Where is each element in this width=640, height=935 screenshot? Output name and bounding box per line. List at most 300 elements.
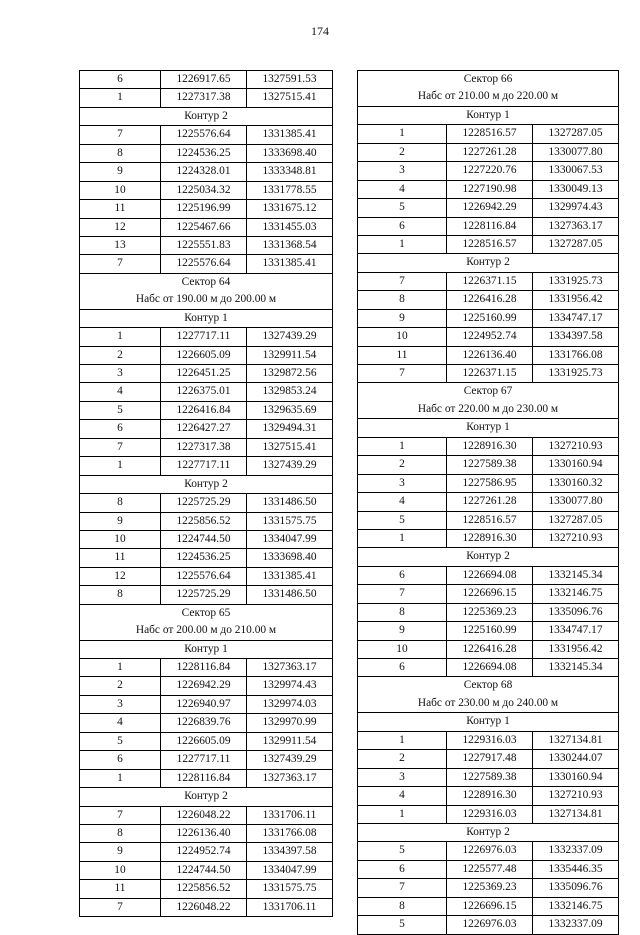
point-number-cell: 1 [80, 659, 161, 677]
point-number-cell: 6 [358, 659, 447, 677]
y-coordinate-cell: 1331385.41 [247, 567, 333, 585]
table-row [80, 843, 333, 861]
x-coordinate-cell: 1226694.08 [447, 566, 533, 584]
point-number-cell: 5 [80, 401, 161, 419]
x-coordinate-cell: 1227589.38 [447, 456, 533, 474]
x-coordinate-cell: 1228116.84 [161, 769, 247, 787]
point-number-cell: 3 [358, 768, 447, 786]
table-row [358, 916, 619, 934]
y-coordinate-cell: 1329494.31 [247, 420, 333, 438]
point-number-cell: 3 [358, 162, 447, 180]
y-coordinate-cell: 1331486.50 [247, 494, 333, 512]
y-coordinate-cell: 1334747.17 [533, 309, 619, 327]
table-row [358, 529, 619, 547]
x-coordinate-cell: 1227317.38 [161, 438, 247, 456]
x-coordinate-cell: 1226416.28 [447, 291, 533, 309]
x-coordinate-cell: 1224328.01 [161, 163, 247, 181]
x-coordinate-cell: 1226371.15 [447, 365, 533, 383]
y-coordinate-cell: 1332146.75 [533, 585, 619, 603]
y-coordinate-cell: 1334397.58 [247, 843, 333, 861]
table-row [358, 511, 619, 529]
x-coordinate-cell: 1224744.50 [161, 530, 247, 548]
table-row [80, 769, 333, 787]
point-number-cell: 5 [80, 732, 161, 750]
section-header: Контур 1 [358, 106, 619, 124]
x-coordinate-cell: 1227220.76 [447, 162, 533, 180]
y-coordinate-cell: 1329911.54 [247, 732, 333, 750]
y-coordinate-cell: 1327515.41 [247, 438, 333, 456]
table-row [80, 549, 333, 567]
y-coordinate-cell: 1327287.05 [533, 235, 619, 253]
point-number-cell: 7 [358, 365, 447, 383]
table-row [80, 494, 333, 512]
section-header: Набс от 190.00 м до 200.00 м [80, 291, 333, 309]
x-coordinate-cell: 1228116.84 [447, 217, 533, 235]
x-coordinate-cell: 1226917.65 [161, 71, 247, 89]
table-row [80, 880, 333, 898]
y-coordinate-cell: 1332145.34 [533, 659, 619, 677]
coordinates-table-right [357, 70, 619, 935]
table-row [358, 199, 619, 217]
table-row [358, 768, 619, 786]
point-number-cell: 5 [358, 199, 447, 217]
x-coordinate-cell: 1228916.30 [447, 437, 533, 455]
table-row [358, 731, 619, 749]
table-row [80, 512, 333, 530]
section-header: Контур 2 [80, 475, 333, 493]
section-header: Набс от 200.00 м до 210.00 м [80, 622, 333, 640]
y-coordinate-cell: 1327363.17 [247, 769, 333, 787]
x-coordinate-cell: 1226976.03 [447, 842, 533, 860]
point-number-cell: 7 [80, 126, 161, 144]
y-coordinate-cell: 1327591.53 [247, 71, 333, 89]
point-number-cell: 8 [358, 603, 447, 621]
point-number-cell: 6 [80, 420, 161, 438]
x-coordinate-cell: 1226696.15 [447, 897, 533, 915]
point-number-cell: 6 [358, 566, 447, 584]
x-coordinate-cell: 1226416.84 [161, 401, 247, 419]
point-number-cell: 12 [80, 218, 161, 236]
point-number-cell: 4 [358, 787, 447, 805]
x-coordinate-cell: 1226375.01 [161, 383, 247, 401]
table-row [80, 346, 333, 364]
point-number-cell: 11 [358, 346, 447, 364]
point-number-cell: 6 [80, 71, 161, 89]
x-coordinate-cell: 1228116.84 [161, 659, 247, 677]
point-number-cell: 1 [358, 731, 447, 749]
y-coordinate-cell: 1330160.32 [533, 474, 619, 492]
point-number-cell: 9 [358, 309, 447, 327]
x-coordinate-cell: 1226942.29 [447, 199, 533, 217]
y-coordinate-cell: 1329853.24 [247, 383, 333, 401]
y-coordinate-cell: 1327210.93 [533, 529, 619, 547]
x-coordinate-cell: 1225576.64 [161, 126, 247, 144]
x-coordinate-cell: 1225576.64 [161, 255, 247, 273]
table-row [80, 732, 333, 750]
x-coordinate-cell: 1226416.28 [447, 640, 533, 658]
y-coordinate-cell: 1331706.11 [247, 898, 333, 916]
coordinates-table-left [79, 70, 333, 917]
x-coordinate-cell: 1225160.99 [447, 622, 533, 640]
point-number-cell: 1 [358, 235, 447, 253]
x-coordinate-cell: 1225856.52 [161, 880, 247, 898]
point-number-cell: 1 [358, 805, 447, 823]
point-number-cell: 8 [358, 897, 447, 915]
table-row [80, 457, 333, 475]
y-coordinate-cell: 1331575.75 [247, 512, 333, 530]
y-coordinate-cell: 1332146.75 [533, 897, 619, 915]
section-header-row [80, 273, 333, 291]
table-row [358, 217, 619, 235]
y-coordinate-cell: 1334747.17 [533, 622, 619, 640]
point-number-cell: 4 [358, 493, 447, 511]
table-row [358, 235, 619, 253]
y-coordinate-cell: 1332337.09 [533, 916, 619, 934]
point-number-cell: 1 [358, 437, 447, 455]
section-header: Контур 1 [358, 419, 619, 437]
table-row [80, 898, 333, 916]
table-row [80, 181, 333, 199]
x-coordinate-cell: 1224744.50 [161, 861, 247, 879]
table-row [80, 695, 333, 713]
table-row [80, 401, 333, 419]
x-coordinate-cell: 1225725.29 [161, 586, 247, 604]
x-coordinate-cell: 1226940.97 [161, 695, 247, 713]
x-coordinate-cell: 1227717.11 [161, 457, 247, 475]
x-coordinate-cell: 1226371.15 [447, 272, 533, 290]
coordinates-table-right-body [358, 71, 619, 935]
table-row [358, 180, 619, 198]
y-coordinate-cell: 1327363.17 [533, 217, 619, 235]
y-coordinate-cell: 1330049.13 [533, 180, 619, 198]
x-coordinate-cell: 1226605.09 [161, 732, 247, 750]
table-row [80, 806, 333, 824]
x-coordinate-cell: 1225467.66 [161, 218, 247, 236]
section-header-row [358, 401, 619, 419]
point-number-cell: 2 [80, 346, 161, 364]
x-coordinate-cell: 1229316.03 [447, 805, 533, 823]
point-number-cell: 10 [358, 640, 447, 658]
table-row [358, 640, 619, 658]
coordinates-table-left-body [80, 71, 333, 917]
x-coordinate-cell: 1226976.03 [447, 916, 533, 934]
point-number-cell: 7 [80, 255, 161, 273]
x-coordinate-cell: 1226136.40 [447, 346, 533, 364]
y-coordinate-cell: 1335446.35 [533, 860, 619, 878]
table-row [358, 328, 619, 346]
y-coordinate-cell: 1331778.55 [247, 181, 333, 199]
table-row [80, 659, 333, 677]
x-coordinate-cell: 1227261.28 [447, 493, 533, 511]
table-row [358, 879, 619, 897]
y-coordinate-cell: 1335096.76 [533, 879, 619, 897]
table-row [80, 586, 333, 604]
point-number-cell: 2 [358, 143, 447, 161]
table-row [358, 125, 619, 143]
y-coordinate-cell: 1327210.93 [533, 787, 619, 805]
x-coordinate-cell: 1226451.25 [161, 365, 247, 383]
table-row [358, 566, 619, 584]
table-row [80, 677, 333, 695]
point-number-cell: 1 [80, 89, 161, 107]
table-row [80, 200, 333, 218]
section-header: Набс от 230.00 м до 240.00 м [358, 695, 619, 713]
x-coordinate-cell: 1226048.22 [161, 806, 247, 824]
section-header: Сектор 64 [80, 273, 333, 291]
x-coordinate-cell: 1228516.57 [447, 511, 533, 529]
x-coordinate-cell: 1227190.98 [447, 180, 533, 198]
x-coordinate-cell: 1225369.23 [447, 603, 533, 621]
y-coordinate-cell: 1332145.34 [533, 566, 619, 584]
table-row [358, 162, 619, 180]
y-coordinate-cell: 1327134.81 [533, 805, 619, 823]
y-coordinate-cell: 1331385.41 [247, 255, 333, 273]
x-coordinate-cell: 1226605.09 [161, 346, 247, 364]
point-number-cell: 7 [358, 585, 447, 603]
x-coordinate-cell: 1228516.57 [447, 235, 533, 253]
y-coordinate-cell: 1327439.29 [247, 328, 333, 346]
y-coordinate-cell: 1331455.03 [247, 218, 333, 236]
point-number-cell: 5 [358, 511, 447, 529]
section-header-row [358, 88, 619, 106]
point-number-cell: 7 [80, 438, 161, 456]
table-row [358, 805, 619, 823]
point-number-cell: 5 [358, 842, 447, 860]
y-coordinate-cell: 1331956.42 [533, 640, 619, 658]
x-coordinate-cell: 1225725.29 [161, 494, 247, 512]
section-header-row [80, 640, 333, 658]
y-coordinate-cell: 1329635.69 [247, 401, 333, 419]
x-coordinate-cell: 1225551.83 [161, 236, 247, 254]
y-coordinate-cell: 1329974.43 [533, 199, 619, 217]
table-row [80, 89, 333, 107]
x-coordinate-cell: 1224952.74 [161, 843, 247, 861]
x-coordinate-cell: 1227717.11 [161, 328, 247, 346]
point-number-cell: 7 [80, 898, 161, 916]
point-number-cell: 8 [80, 824, 161, 842]
y-coordinate-cell: 1329974.43 [247, 677, 333, 695]
section-header-row [80, 604, 333, 622]
point-number-cell: 13 [80, 236, 161, 254]
section-header-row [358, 106, 619, 124]
table-row [80, 144, 333, 162]
table-row [358, 659, 619, 677]
table-row [80, 383, 333, 401]
table-row [358, 842, 619, 860]
section-header: Контур 1 [358, 713, 619, 731]
x-coordinate-cell: 1227586.95 [447, 474, 533, 492]
table-row [358, 860, 619, 878]
y-coordinate-cell: 1327134.81 [533, 731, 619, 749]
section-header: Контур 1 [80, 309, 333, 327]
point-number-cell: 9 [80, 163, 161, 181]
x-coordinate-cell: 1225577.48 [447, 860, 533, 878]
section-header: Контур 2 [358, 823, 619, 841]
x-coordinate-cell: 1227317.38 [161, 89, 247, 107]
y-coordinate-cell: 1327287.05 [533, 511, 619, 529]
y-coordinate-cell: 1334047.99 [247, 861, 333, 879]
point-number-cell: 10 [80, 181, 161, 199]
y-coordinate-cell: 1329911.54 [247, 346, 333, 364]
point-number-cell: 10 [80, 530, 161, 548]
x-coordinate-cell: 1226942.29 [161, 677, 247, 695]
x-coordinate-cell: 1226696.15 [447, 585, 533, 603]
y-coordinate-cell: 1330244.07 [533, 750, 619, 768]
table-row [358, 750, 619, 768]
point-number-cell: 10 [80, 861, 161, 879]
section-header: Контур 1 [80, 640, 333, 658]
section-header-row [358, 383, 619, 401]
x-coordinate-cell: 1228516.57 [447, 125, 533, 143]
table-row [358, 787, 619, 805]
point-number-cell: 4 [80, 383, 161, 401]
point-number-cell: 11 [80, 880, 161, 898]
point-number-cell: 1 [358, 125, 447, 143]
y-coordinate-cell: 1331706.11 [247, 806, 333, 824]
section-header: Сектор 67 [358, 383, 619, 401]
y-coordinate-cell: 1329970.99 [247, 714, 333, 732]
point-number-cell: 11 [80, 549, 161, 567]
y-coordinate-cell: 1330067.53 [533, 162, 619, 180]
section-header-row [80, 788, 333, 806]
point-number-cell: 1 [80, 457, 161, 475]
point-number-cell: 7 [80, 806, 161, 824]
y-coordinate-cell: 1331486.50 [247, 586, 333, 604]
section-header: Контур 2 [358, 548, 619, 566]
y-coordinate-cell: 1327439.29 [247, 457, 333, 475]
point-number-cell: 7 [358, 879, 447, 897]
x-coordinate-cell: 1225369.23 [447, 879, 533, 897]
y-coordinate-cell: 1332337.09 [533, 842, 619, 860]
table-row [358, 365, 619, 383]
point-number-cell: 2 [80, 677, 161, 695]
point-number-cell: 5 [358, 916, 447, 934]
y-coordinate-cell: 1331925.73 [533, 365, 619, 383]
table-row [80, 438, 333, 456]
section-header-row [358, 713, 619, 731]
y-coordinate-cell: 1331925.73 [533, 272, 619, 290]
page-number: 174 [311, 24, 329, 38]
point-number-cell: 9 [80, 843, 161, 861]
y-coordinate-cell: 1327210.93 [533, 437, 619, 455]
y-coordinate-cell: 1334397.58 [533, 328, 619, 346]
section-header: Сектор 65 [80, 604, 333, 622]
point-number-cell: 1 [358, 529, 447, 547]
x-coordinate-cell: 1228916.30 [447, 787, 533, 805]
x-coordinate-cell: 1225576.64 [161, 567, 247, 585]
point-number-cell: 12 [80, 567, 161, 585]
table-row [358, 143, 619, 161]
section-header: Сектор 66 [358, 71, 619, 89]
y-coordinate-cell: 1327515.41 [247, 89, 333, 107]
x-coordinate-cell: 1227261.28 [447, 143, 533, 161]
y-coordinate-cell: 1330160.94 [533, 456, 619, 474]
section-header-row [80, 622, 333, 640]
table-row [80, 861, 333, 879]
point-number-cell: 8 [358, 291, 447, 309]
point-number-cell: 1 [80, 769, 161, 787]
section-header: Контур 2 [358, 254, 619, 272]
point-number-cell: 8 [80, 586, 161, 604]
y-coordinate-cell: 1331675.12 [247, 200, 333, 218]
table-row [80, 714, 333, 732]
table-row [80, 126, 333, 144]
point-number-cell: 3 [80, 695, 161, 713]
table-row [80, 824, 333, 842]
table-row [80, 163, 333, 181]
section-header-row [358, 548, 619, 566]
table-row [80, 218, 333, 236]
y-coordinate-cell: 1333698.40 [247, 144, 333, 162]
table-row [358, 897, 619, 915]
point-number-cell: 1 [80, 328, 161, 346]
x-coordinate-cell: 1228916.30 [447, 529, 533, 547]
point-number-cell: 11 [80, 200, 161, 218]
table-row [358, 493, 619, 511]
x-coordinate-cell: 1226839.76 [161, 714, 247, 732]
point-number-cell: 6 [358, 860, 447, 878]
x-coordinate-cell: 1225196.99 [161, 200, 247, 218]
table-row [358, 272, 619, 290]
y-coordinate-cell: 1330160.94 [533, 768, 619, 786]
table-row [358, 437, 619, 455]
table-row [80, 751, 333, 769]
y-coordinate-cell: 1333348.81 [247, 163, 333, 181]
x-coordinate-cell: 1225856.52 [161, 512, 247, 530]
y-coordinate-cell: 1330077.80 [533, 493, 619, 511]
table-row [358, 346, 619, 364]
section-header-row [358, 695, 619, 713]
y-coordinate-cell: 1329974.03 [247, 695, 333, 713]
x-coordinate-cell: 1227717.11 [161, 751, 247, 769]
table-row [80, 365, 333, 383]
table-row [80, 530, 333, 548]
table-row [80, 328, 333, 346]
point-number-cell: 2 [358, 750, 447, 768]
section-header: Набс от 210.00 м до 220.00 м [358, 88, 619, 106]
table-row [358, 291, 619, 309]
section-header: Набс от 220.00 м до 230.00 м [358, 401, 619, 419]
x-coordinate-cell: 1227589.38 [447, 768, 533, 786]
x-coordinate-cell: 1225160.99 [447, 309, 533, 327]
y-coordinate-cell: 1331368.54 [247, 236, 333, 254]
point-number-cell: 6 [358, 217, 447, 235]
point-number-cell: 9 [358, 622, 447, 640]
x-coordinate-cell: 1224536.25 [161, 549, 247, 567]
y-coordinate-cell: 1327439.29 [247, 751, 333, 769]
table-row [358, 603, 619, 621]
y-coordinate-cell: 1329872.56 [247, 365, 333, 383]
point-number-cell: 6 [80, 751, 161, 769]
point-number-cell: 3 [80, 365, 161, 383]
table-row [358, 474, 619, 492]
table-row [80, 420, 333, 438]
table-row [80, 71, 333, 89]
point-number-cell: 8 [80, 144, 161, 162]
point-number-cell: 4 [80, 714, 161, 732]
section-header-row [80, 309, 333, 327]
table-row [358, 309, 619, 327]
y-coordinate-cell: 1327363.17 [247, 659, 333, 677]
y-coordinate-cell: 1327287.05 [533, 125, 619, 143]
y-coordinate-cell: 1334047.99 [247, 530, 333, 548]
section-header-row [358, 71, 619, 89]
point-number-cell: 10 [358, 328, 447, 346]
y-coordinate-cell: 1331575.75 [247, 880, 333, 898]
table-row [80, 236, 333, 254]
point-number-cell: 9 [80, 512, 161, 530]
y-coordinate-cell: 1330077.80 [533, 143, 619, 161]
